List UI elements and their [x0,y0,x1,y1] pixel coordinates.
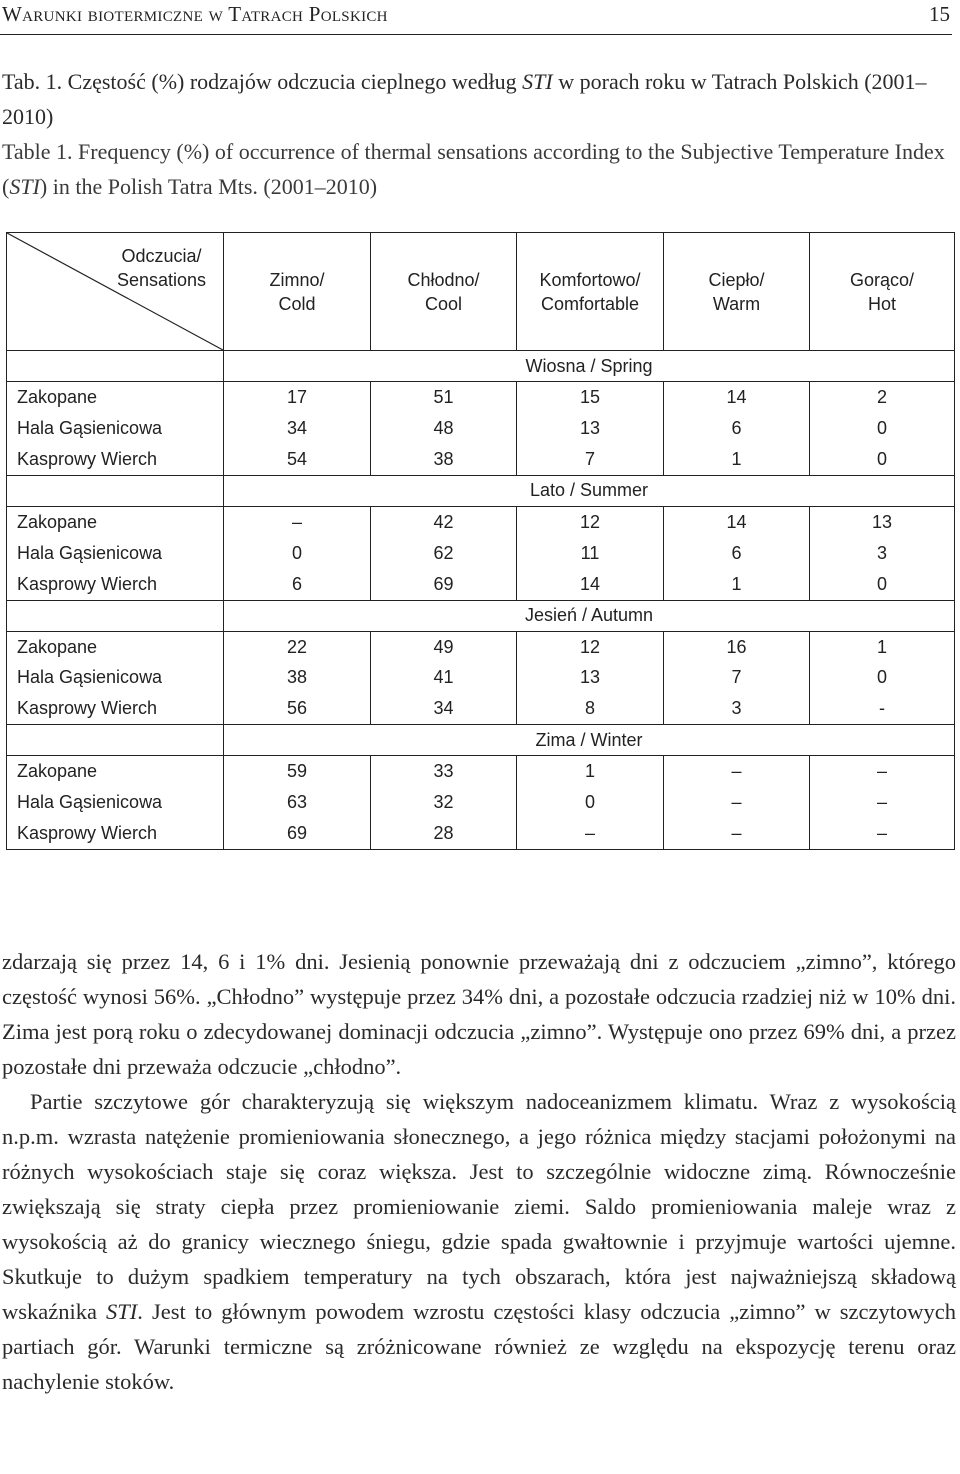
table-row [7,444,955,475]
column-header: Gorąco/ Hot [810,233,955,351]
season-spacer-cell [7,725,224,756]
value-cell: – [664,756,810,787]
value-cell: – [224,506,371,537]
value-cell: 3 [810,538,955,569]
season-label: Lato / Summer [224,475,955,506]
table-row [7,538,955,569]
value-cell: 51 [371,382,517,413]
value-cell: 42 [371,506,517,537]
table-caption [2,64,956,204]
station-name: Hala Gąsienicowa [7,787,224,818]
value-cell: 34 [371,694,517,725]
station-name: Hala Gąsienicowa [7,662,224,693]
running-head [0,0,952,35]
value-cell: 69 [371,569,517,600]
value-cell: 0 [224,538,371,569]
table-row [7,631,955,662]
value-cell: 32 [371,787,517,818]
value-cell: – [810,818,955,849]
table-row [7,413,955,444]
value-cell: 13 [810,506,955,537]
value-cell: 13 [517,662,664,693]
value-cell: 59 [224,756,371,787]
body-text [2,944,956,1399]
value-cell: 1 [517,756,664,787]
season-spacer-cell [7,351,224,382]
running-title: Warunki biotermiczne w Tatrach Polskich [2,2,388,26]
value-cell: – [810,787,955,818]
season-spacer-cell [7,600,224,631]
season-row [7,725,955,756]
value-cell: 28 [371,818,517,849]
station-name: Zakopane [7,631,224,662]
corner-label: Odczucia/ Sensations [117,246,207,290]
season-row [7,600,955,631]
value-cell: 14 [664,382,810,413]
season-label: Zima / Winter [224,725,955,756]
sensation-frequency-table [6,232,955,850]
column-header: Zimno/ Cold [224,233,371,351]
table-row [7,818,955,849]
table-row [7,569,955,600]
table-row [7,756,955,787]
season-label: Jesień / Autumn [224,600,955,631]
table-row [7,662,955,693]
value-cell: – [664,787,810,818]
value-cell: 2 [810,382,955,413]
value-cell: 1 [664,444,810,475]
paragraph: Partie szczytowe gór charakteryzują się większym nadoceanizmem klimatu. Wraz z wysokością n.p.m. wzrasta natężenie promieniowania słonecznego, a jego różnica między stacjami położonymi na różnych wysokościach staje się coraz większa. Jest to szczególnie widoczne zimą. Równocześnie zwiększają się straty ciepła przez promieniowanie ziemi. Saldo promieniowania maleje wraz z wysokością aż do granicy wiecznego śniegu, gdzie spada gwałtownie i przyjmuje wartości ujemne. Skutkuje to dużym spadkiem temperatury na tych obszarach, która jest najważniejszą składową wskaźnika STI. Jest to głównym powodem wzrostu częstości klasy odczucia „zimno” w szczytowych partiach gór. Warunki termiczne są zróżnicowane również ze względu na ekspozycję terenu oraz nachylenie stoków. [2,1089,956,1394]
value-cell: – [664,818,810,849]
value-cell: 0 [810,444,955,475]
station-name: Kasprowy Wierch [7,569,224,600]
station-name: Hala Gąsienicowa [7,538,224,569]
station-name: Zakopane [7,382,224,413]
season-row [7,475,955,506]
caption-english: Table 1. Frequency (%) of occurrence of thermal sensations according to the Subjective Temperature Index (STI) in the Polish Tatra Mts. (2001–2010) [2,139,945,199]
table-row [7,787,955,818]
value-cell: - [810,694,955,725]
table-row [7,382,955,413]
value-cell: 12 [517,506,664,537]
value-cell: 34 [224,413,371,444]
column-header: Ciepło/ Warm [664,233,810,351]
value-cell: 63 [224,787,371,818]
value-cell: – [517,818,664,849]
value-cell: 38 [371,444,517,475]
column-header: Komfortowo/ Comfortable [517,233,664,351]
value-cell: 22 [224,631,371,662]
value-cell: 6 [664,413,810,444]
value-cell: 12 [517,631,664,662]
value-cell: 48 [371,413,517,444]
season-spacer-cell [7,475,224,506]
value-cell: 0 [517,787,664,818]
table-row [7,694,955,725]
value-cell: 0 [810,569,955,600]
station-name: Kasprowy Wierch [7,818,224,849]
value-cell: 1 [664,569,810,600]
value-cell: 41 [371,662,517,693]
table-body [7,351,955,850]
value-cell: 7 [517,444,664,475]
value-cell: 0 [810,662,955,693]
value-cell: 0 [810,413,955,444]
value-cell: 14 [517,569,664,600]
station-name: Zakopane [7,506,224,537]
table-row [7,506,955,537]
value-cell: 11 [517,538,664,569]
value-cell: 6 [224,569,371,600]
value-cell: – [810,756,955,787]
value-cell: 3 [664,694,810,725]
value-cell: 49 [371,631,517,662]
caption-polish: Tab. 1. Częstość (%) rodzajów odczucia cieplnego według STI w porach roku w Tatrach Polskich (2001–2010) [2,69,927,129]
value-cell: 13 [517,413,664,444]
season-label: Wiosna / Spring [224,351,955,382]
station-name: Zakopane [7,756,224,787]
value-cell: 38 [224,662,371,693]
value-cell: 33 [371,756,517,787]
station-name: Kasprowy Wierch [7,444,224,475]
value-cell: 1 [810,631,955,662]
paragraph: zdarzają się przez 14, 6 i 1% dni. Jesienią ponownie przeważają dni z odczuciem „zimno”, którego częstość wynosi 56%. „Chłodno” występuje przez 34% dni, a pozostałe odczucia rzadziej niż w 10% dni. Zima jest porą roku o zdecydowanej dominacji odczucia „zimno”. Występuje ono przez 69% dni, a przez pozostałe dni przeważa odczucie „chłodno”. [2,949,956,1079]
page-number: 15 [929,2,950,26]
value-cell: 54 [224,444,371,475]
value-cell: 17 [224,382,371,413]
column-header: Chłodno/ Cool [371,233,517,351]
value-cell: 69 [224,818,371,849]
corner-header-cell [7,233,224,351]
value-cell: 62 [371,538,517,569]
value-cell: 7 [664,662,810,693]
station-name: Hala Gąsienicowa [7,413,224,444]
value-cell: 16 [664,631,810,662]
value-cell: 8 [517,694,664,725]
value-cell: 15 [517,382,664,413]
station-name: Kasprowy Wierch [7,694,224,725]
table-header-row [7,233,955,351]
season-row [7,351,955,382]
value-cell: 6 [664,538,810,569]
value-cell: 14 [664,506,810,537]
value-cell: 56 [224,694,371,725]
